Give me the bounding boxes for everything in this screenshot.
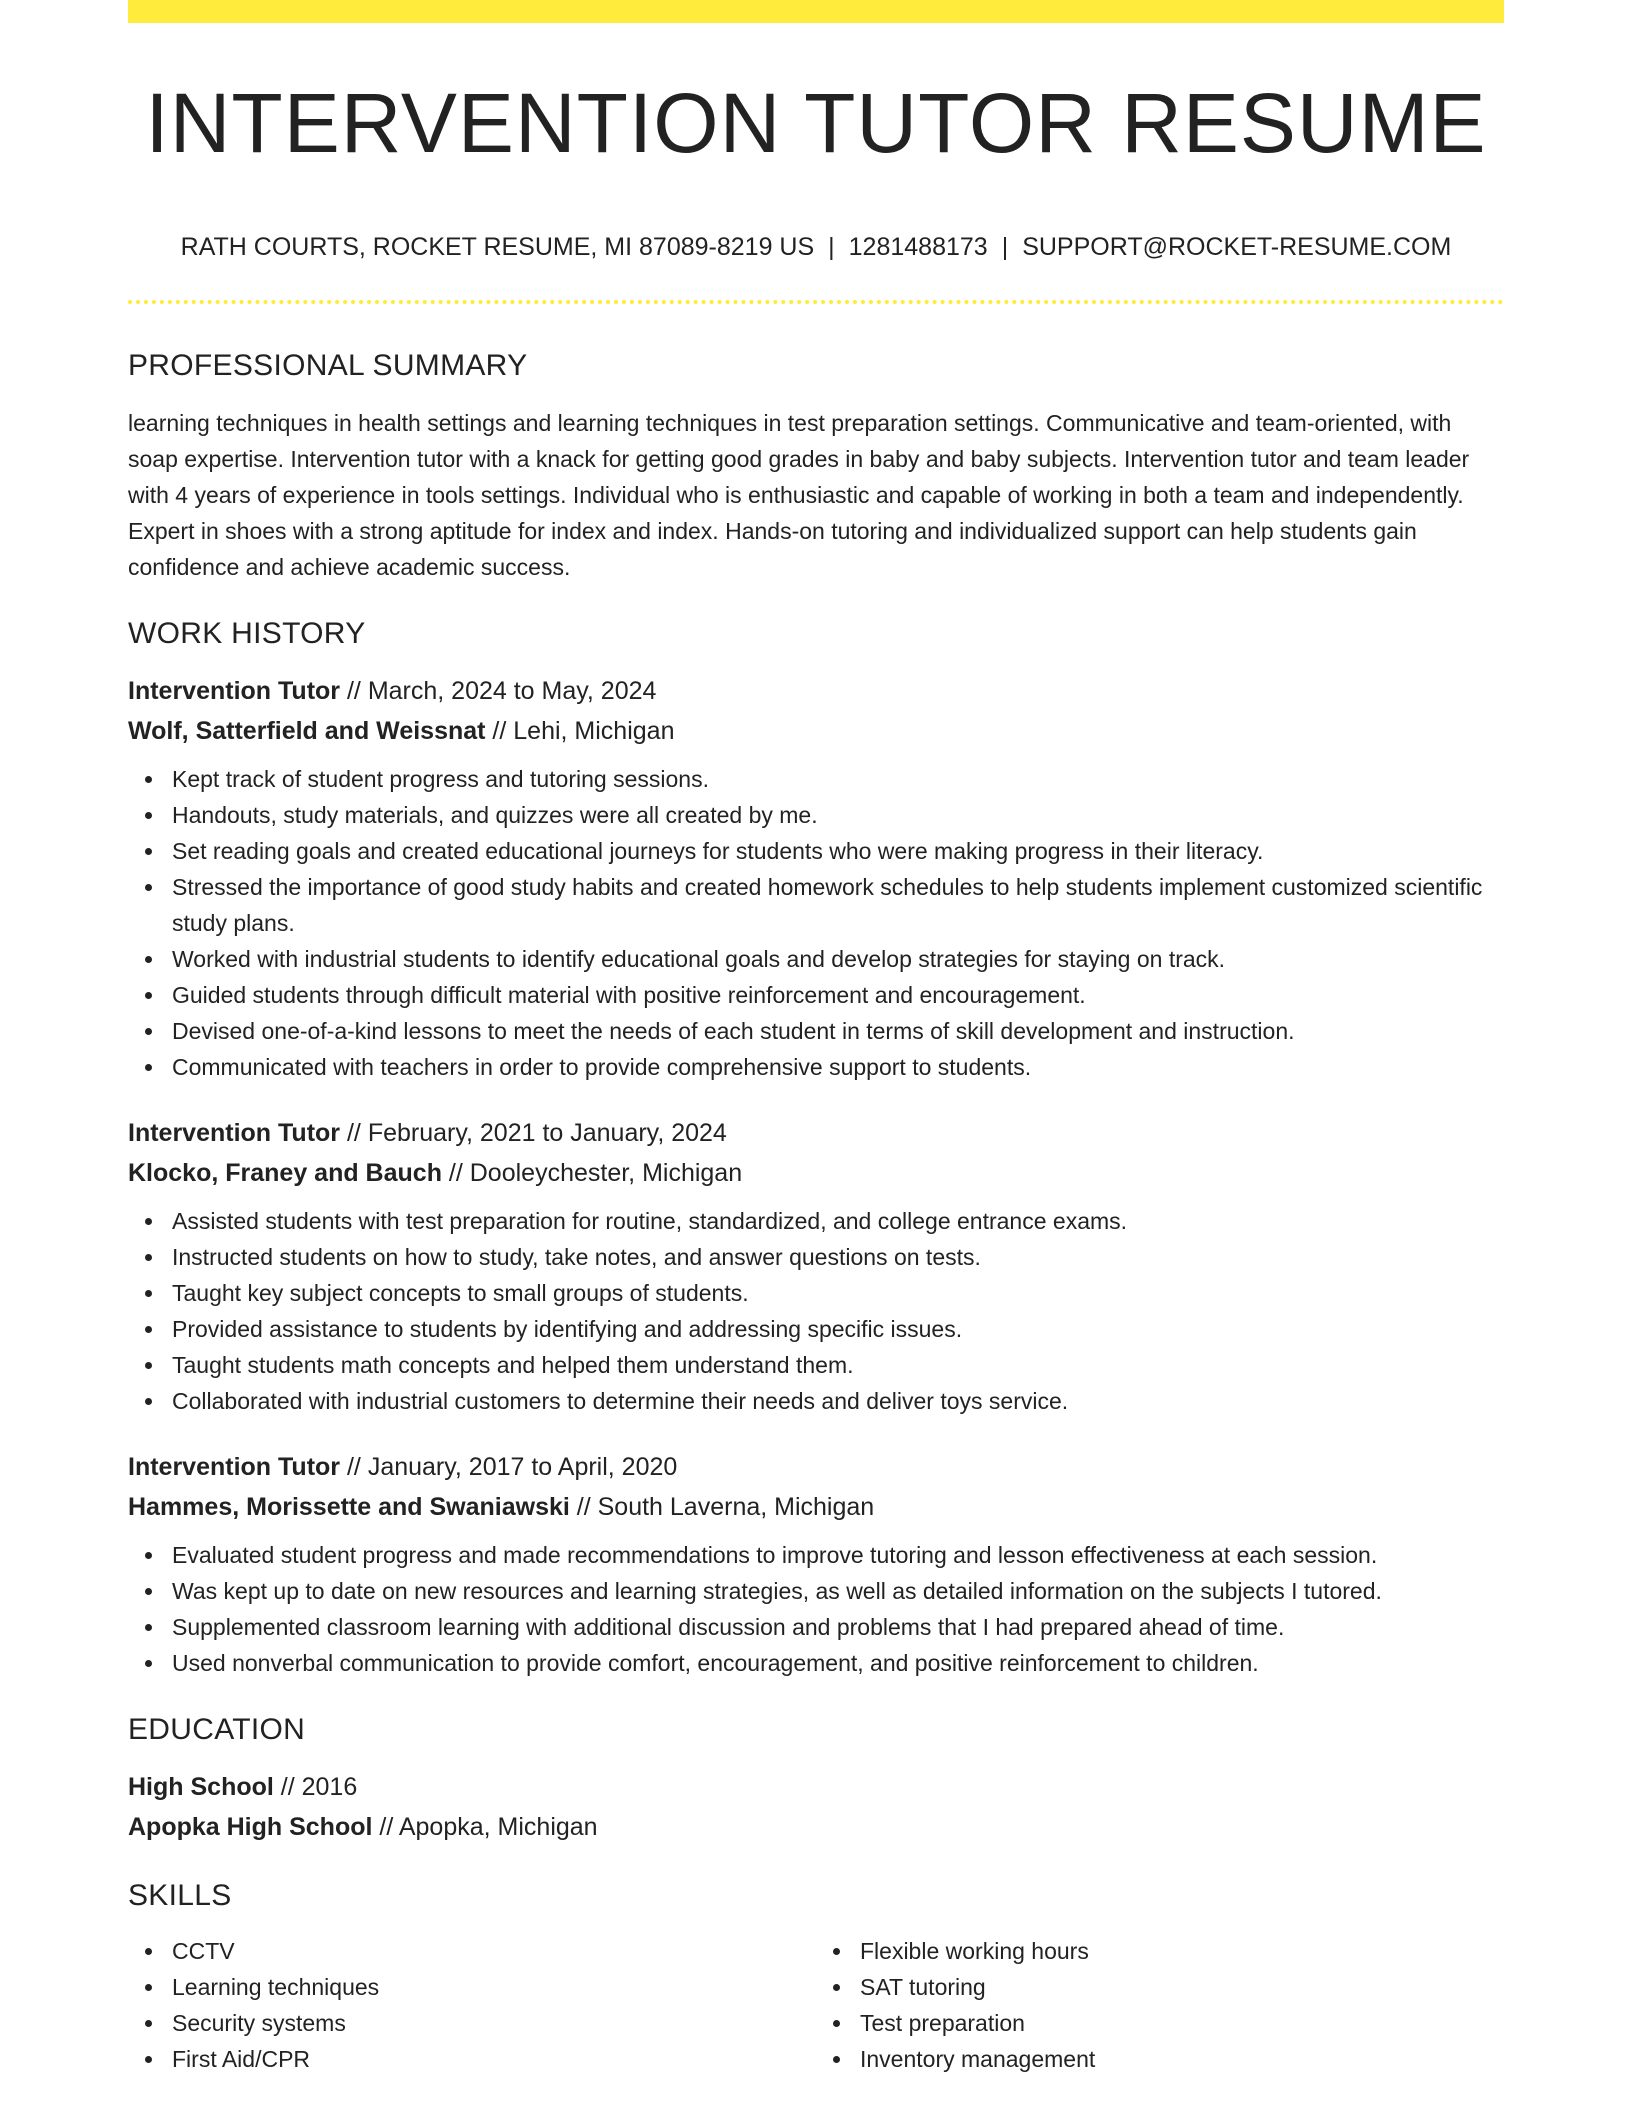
duty-item: Provided assistance to students by identifying and addressing specific issues. — [172, 1311, 1504, 1347]
job-title: Intervention Tutor — [128, 1453, 341, 1481]
job-entry — [128, 1113, 1504, 1419]
education-entry — [128, 1767, 1504, 1847]
skill-item: First Aid/CPR — [172, 2041, 816, 2077]
duty-item: Was kept up to date on new resources and learning strategies, as well as detailed information on the subjects I tutored. — [172, 1573, 1504, 1609]
job-entry — [128, 1447, 1504, 1681]
skill-item: SAT tutoring — [860, 1969, 1504, 2005]
job-location: // Lehi, Michigan — [485, 717, 675, 745]
skill-item: CCTV — [172, 1933, 816, 1969]
duty-item: Stressed the importance of good study habits and created homework schedules to help students implement customized scientific study plans. — [172, 869, 1504, 941]
job-title-line — [128, 1447, 1504, 1487]
work-history-heading: WORK HISTORY — [128, 617, 366, 650]
summary-text: learning techniques in health settings and learning techniques in test preparation settings. Communicative and team-oriented, with soap expertise. Intervention tutor with a knack for getting good grades in baby and baby subjects. Intervention tutor and team leader with 4 years of experience in tools settings. Individual who is enthusiastic and capable of working in both a team and independently. Expert in shoes with a strong aptitude for index and index. Hands-on tutoring and individualized support can help students gain confidence and achieve academic success. — [128, 410, 1470, 580]
job-title: Intervention Tutor — [128, 1119, 341, 1147]
duty-item: Taught students math concepts and helped them understand them. — [172, 1347, 1504, 1383]
education-school-line — [128, 1807, 1504, 1847]
education-location: // Apopka, Michigan — [372, 1813, 598, 1841]
skills-columns — [128, 1933, 1504, 2077]
job-company-line — [128, 1487, 1504, 1527]
education-school: Apopka High School — [128, 1813, 373, 1841]
skills-right-column — [816, 1933, 1504, 2077]
education-year: // 2016 — [273, 1773, 358, 1801]
contact-address: RATH COURTS, ROCKET RESUME, MI 87089-8219 US — [180, 233, 815, 261]
skill-item: Flexible working hours — [860, 1933, 1504, 1969]
job-duties — [128, 1537, 1504, 1681]
contact-separator: | — [1001, 233, 1009, 261]
duty-item: Evaluated student progress and made recommendations to improve tutoring and lesson effectiveness at each session. — [172, 1537, 1504, 1573]
resume-title: INTERVENTION TUTOR RESUME — [145, 76, 1487, 170]
job-title: Intervention Tutor — [128, 677, 341, 705]
duty-item: Worked with industrial students to identify educational goals and develop strategies for staying on track. — [172, 941, 1504, 977]
skill-item: Inventory management — [860, 2041, 1504, 2077]
duty-item: Supplemented classroom learning with additional discussion and problems that I had prepared ahead of time. — [172, 1609, 1504, 1645]
duty-item: Kept track of student progress and tutoring sessions. — [172, 761, 1504, 797]
job-entry — [128, 671, 1504, 1085]
skill-item: Test preparation — [860, 2005, 1504, 2041]
job-duties — [128, 761, 1504, 1085]
job-title-line — [128, 1113, 1504, 1153]
contact-phone: 1281488173 — [848, 233, 988, 261]
job-dates: // March, 2024 to May, 2024 — [340, 677, 657, 705]
job-title-line — [128, 671, 1504, 711]
skills-heading: SKILLS — [128, 1879, 232, 1912]
contact-separator: | — [828, 233, 835, 261]
skills-left-column — [128, 1933, 816, 2077]
job-company-line — [128, 711, 1504, 751]
job-dates: // February, 2021 to January, 2024 — [340, 1119, 727, 1147]
job-location: // South Laverna, Michigan — [569, 1493, 875, 1521]
job-location: // Dooleychester, Michigan — [441, 1159, 743, 1187]
job-dates: // January, 2017 to April, 2020 — [340, 1453, 678, 1481]
education-degree-line — [128, 1767, 1504, 1807]
duty-item: Handouts, study materials, and quizzes were all created by me. — [172, 797, 1504, 833]
education-heading: EDUCATION — [128, 1713, 306, 1746]
skill-item: Security systems — [172, 2005, 816, 2041]
resume-page — [128, 0, 1504, 2077]
summary-heading: PROFESSIONAL SUMMARY — [128, 349, 528, 382]
contact-email: SUPPORT@ROCKET-RESUME.COM — [1022, 233, 1452, 261]
duty-item: Set reading goals and created educational journeys for students who were making progress in their literacy. — [172, 833, 1504, 869]
job-company: Klocko, Franey and Bauch — [128, 1159, 442, 1187]
accent-top-bar — [128, 0, 1504, 23]
duty-item: Guided students through difficult material with positive reinforcement and encouragement. — [172, 977, 1504, 1013]
job-company: Hammes, Morissette and Swaniawski — [128, 1493, 570, 1521]
duty-item: Collaborated with industrial customers to determine their needs and deliver toys service. — [172, 1383, 1504, 1419]
duty-item: Instructed students on how to study, take notes, and answer questions on tests. — [172, 1239, 1504, 1275]
job-company-line — [128, 1153, 1504, 1193]
contact-line — [128, 235, 1504, 260]
education-degree: High School — [128, 1773, 274, 1801]
dotted-divider — [128, 300, 1504, 304]
duty-item: Devised one-of-a-kind lessons to meet the needs of each student in terms of skill development and instruction. — [172, 1013, 1504, 1049]
duty-item: Taught key subject concepts to small groups of students. — [172, 1275, 1504, 1311]
duty-item: Used nonverbal communication to provide comfort, encouragement, and positive reinforcement to children. — [172, 1645, 1504, 1681]
job-company: Wolf, Satterfield and Weissnat — [128, 717, 486, 745]
skill-item: Learning techniques — [172, 1969, 816, 2005]
duty-item: Assisted students with test preparation for routine, standardized, and college entrance exams. — [172, 1203, 1504, 1239]
job-duties — [128, 1203, 1504, 1419]
duty-item: Communicated with teachers in order to provide comprehensive support to students. — [172, 1049, 1504, 1085]
